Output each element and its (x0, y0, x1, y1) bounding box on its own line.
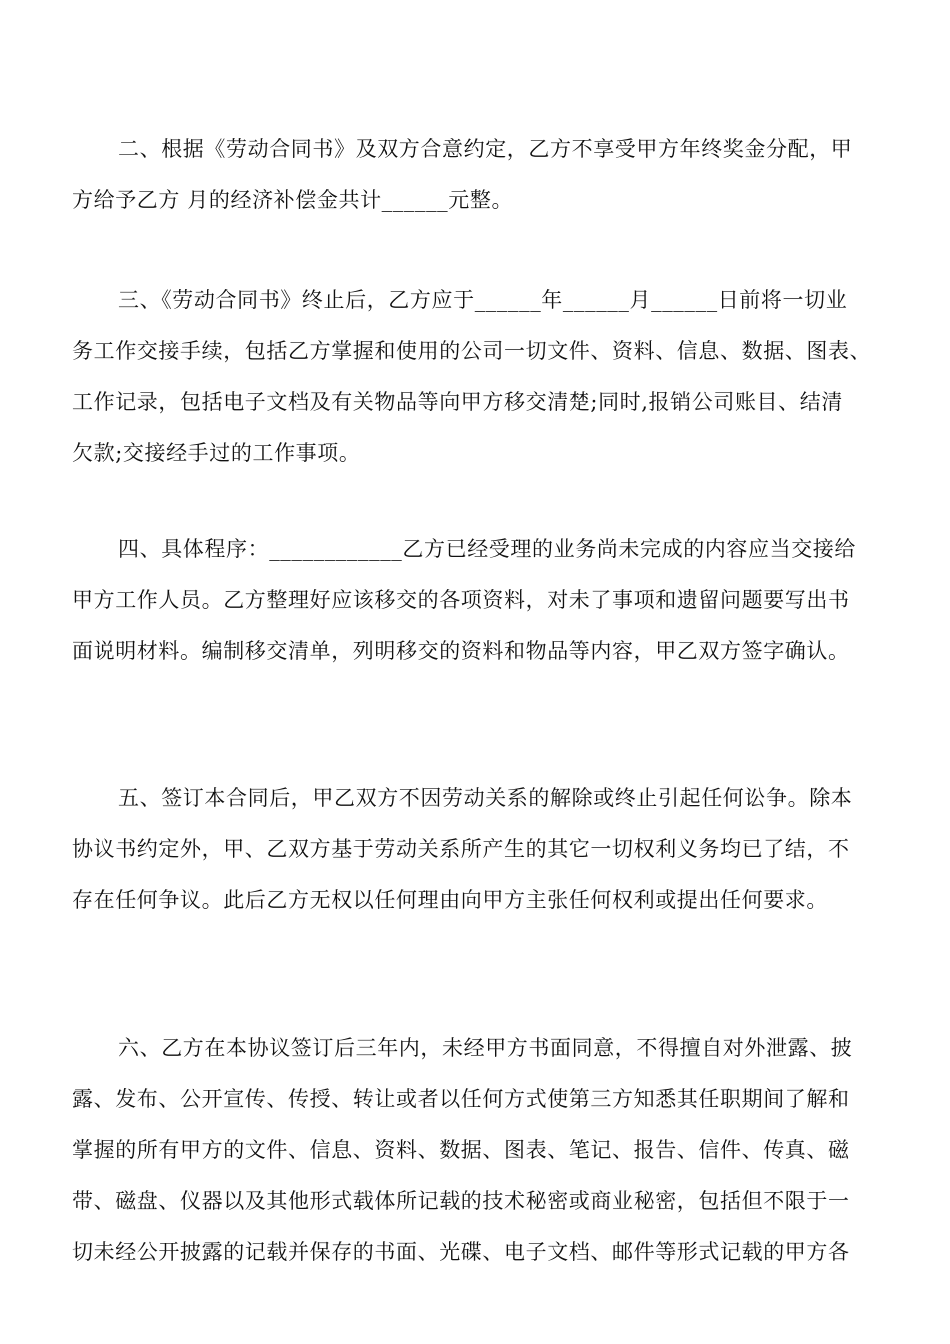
text-line: 欠款;交接经手过的工作事项。 (72, 441, 361, 465)
text-line: 带、磁盘、仪器以及其他形式载体所记载的技术秘密或商业秘密，包括但不限于一 (72, 1189, 850, 1213)
text-line: 工作记录，包括电子文档及有关物品等向甲方移交清楚;同时,报销公司账目、结清 (72, 390, 843, 414)
text-line: 方给予乙方 月的经济补偿金共计______元整。 (72, 188, 514, 212)
clause-4-paragraph (72, 524, 890, 677)
clause-3-paragraph (72, 275, 890, 479)
text-line: 露、发布、公开宣传、传授、转让或者以任何方式使第三方知悉其任职期间了解和 (72, 1087, 850, 1111)
text-line: 四、具体程序：____________乙方已经受理的业务尚未完成的内容应当交接给 (118, 537, 856, 561)
text-line: 二、根据《劳动合同书》及双方合意约定，乙方不享受甲方年终奖金分配，甲 (118, 137, 853, 161)
text-line: 切未经公开披露的记载并保存的书面、光碟、电子文档、邮件等形式记载的甲方各 (72, 1240, 850, 1264)
text-line: 三、《劳动合同书》终止后，乙方应于______年______月______日前将一切业 (118, 288, 848, 312)
text-line: 协议书约定外，甲、乙双方基于劳动关系所产生的其它一切权利义务均已了结，不 (72, 837, 850, 861)
text-line: 务工作交接手续，包括乙方掌握和使用的公司一切文件、资料、信息、数据、图表、 (72, 339, 872, 363)
clause-5-paragraph (72, 773, 890, 926)
clause-6-paragraph (72, 1023, 890, 1278)
text-line: 面说明材料。编制移交清单，列明移交的资料和物品等内容，甲乙双方签字确认。 (72, 639, 850, 663)
text-line: 六、乙方在本协议签订后三年内，未经甲方书面同意，不得擅自对外泄露、披 (118, 1036, 853, 1060)
clause-2-paragraph (72, 124, 890, 226)
text-line: 五、签订本合同后，甲乙双方不因劳动关系的解除或终止引起任何讼争。除本 (118, 786, 853, 810)
text-line: 甲方工作人员。乙方整理好应该移交的各项资料，对未了事项和遗留问题要写出书 (72, 588, 850, 612)
text-line: 掌握的所有甲方的文件、信息、资料、数据、图表、笔记、报告、信件、传真、磁 (72, 1138, 850, 1162)
text-line: 存在任何争议。此后乙方无权以任何理由向甲方主张任何权利或提出任何要求。 (72, 888, 828, 912)
